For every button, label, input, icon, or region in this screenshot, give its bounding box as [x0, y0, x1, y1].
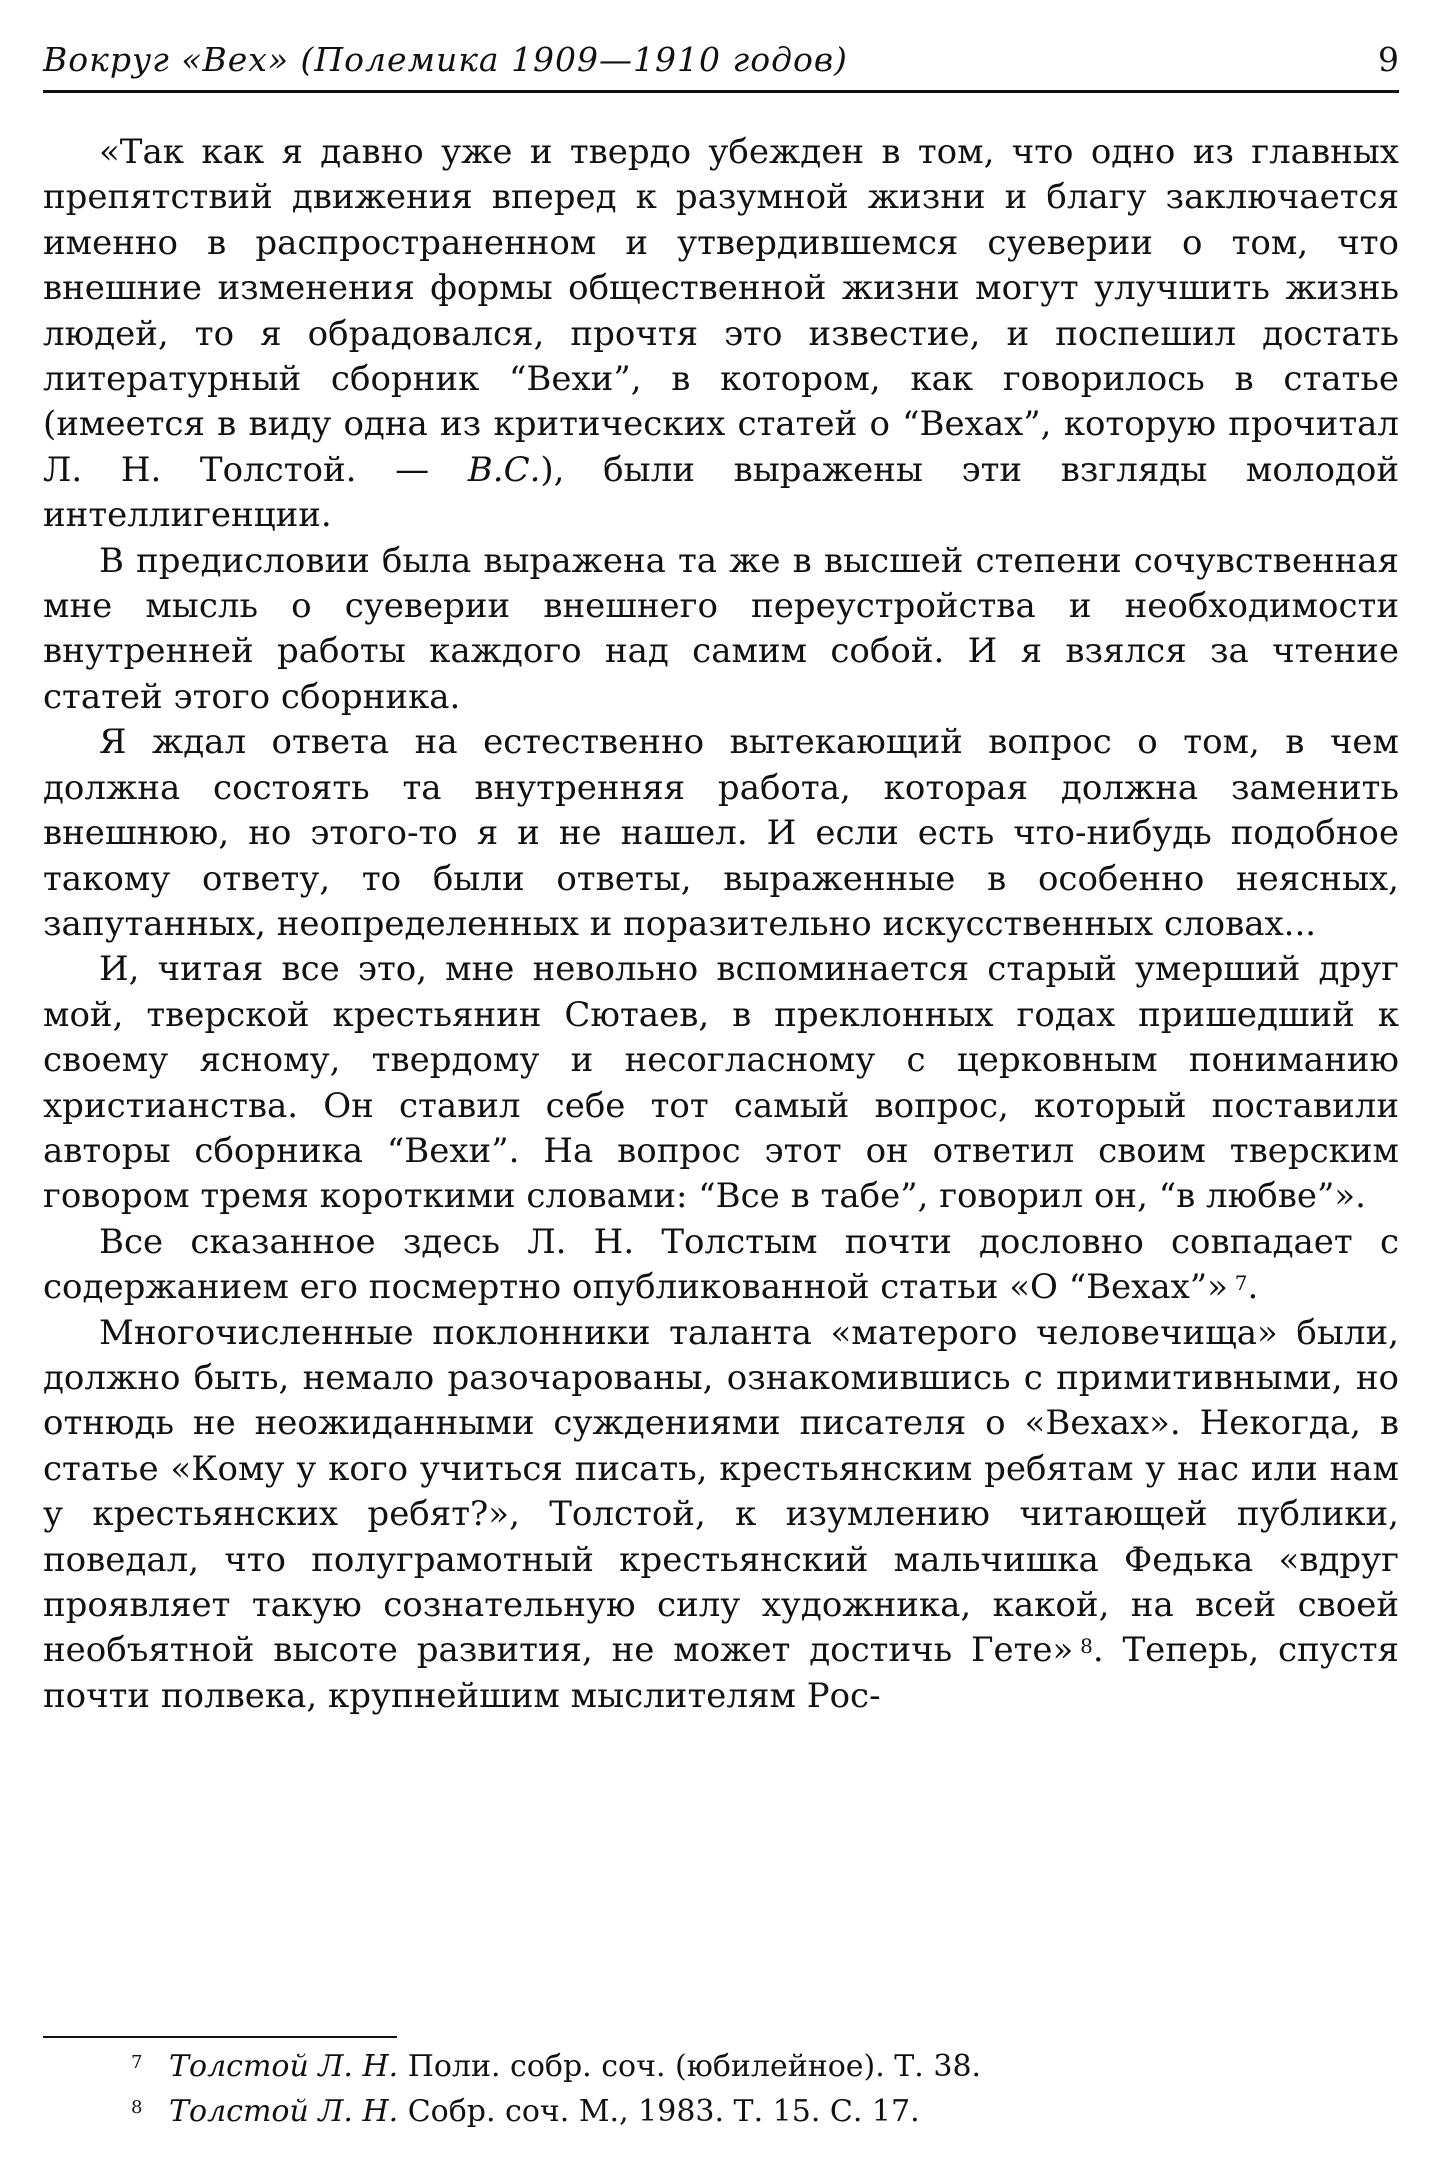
footnotes [43, 2044, 1399, 2134]
footnote-mark: 7 [131, 2052, 143, 2073]
footnote-divider [43, 2036, 397, 2038]
paragraph-3: Я ждал ответа на естественно вытекающий вопрос о том, в чем должна состоять та внутренняя работа, которая должна заменить внешнюю, но этого-то я и не нашел. И если есть что-нибудь подобное такому ответу, то были ответы, выраженные в особенно неясных, запутанных, неопределенных и поразительно искусственных словах... [43, 722, 1399, 944]
page-number: 9 [1378, 40, 1399, 79]
paragraph-6-text: Многочисленные поклонники таланта «матерого человечища» были, должно быть, немало разочарованы, ознакомившись с примитивными, но отнюдь не неожиданными суждениями писателя о «Вехах». Некогда, в статье «Кому у кого учиться писать, крестьянским ребятам у нас или нам у крестьянских ребят?», Толстой, к изумлению читающей публики, поведал, что полуграмотный крестьянский мальчишка Федька «вдруг проявляет такую сознательную силу художника, какой, на всей своей необъятной высоте развития, не может достичь Гете» [43, 1312, 1399, 1671]
footnote-7 [43, 2044, 1399, 2089]
footnote-mark: 8 [131, 2097, 143, 2118]
author-initials: В.С. [467, 449, 541, 490]
footnote-author: Толстой Л. Н. [169, 2094, 399, 2129]
running-title: Вокруг «Вех» (Полемика 1909—1910 годов) [43, 40, 848, 79]
footnote-author: Толстой Л. Н. [169, 2049, 399, 2084]
book-page [43, 36, 1399, 2129]
paragraph-2: В предисловии была выражена та же в высшей степени сочувственная мне мысль о суеверии внешнего переустройства и необходимости внутренней работы каждого над самим собой. И я взялся за чтение статей этого сборника. [43, 540, 1399, 717]
paragraph-4: И, читая все это, мне невольно вспоминается старый умерший друг мой, тверской крестьянин Сютаев, в преклонных годах пришедший к своему ясному, твердому и несогласному с церковным пониманию христианства. Он ставил себе тот самый вопрос, который поставили авторы сборника “Вехи”. На вопрос этот он ответил своим тверским говором тремя короткими словами: “Все в табе”, говорил он, “в любве”». [43, 949, 1399, 1217]
paragraph-6 [43, 1311, 1399, 1720]
footnote-text: Собр. соч. М., 1983. Т. 15. С. 17. [398, 2094, 920, 2129]
paragraph-5 [43, 1220, 1399, 1311]
paragraph-5-end: . [1247, 1267, 1259, 1308]
footnote-8 [43, 2089, 1399, 2134]
footnote-ref-8[interactable]: 8 [1080, 1634, 1093, 1659]
footnote-ref-7[interactable]: 7 [1234, 1271, 1248, 1296]
main-text [43, 130, 1399, 1719]
footnote-text: Поли. собр. соч. (юбилейное). Т. 38. [398, 2049, 982, 2084]
running-header [43, 36, 1399, 93]
paragraph-1-text: «Так как я давно уже и твердо убежден в том, что одно из главных препятствий движения вперед к разумной жизни и благу заключается именно в распространенном и утвердившемся суеверии о том, что внешние изменения формы общественной жизни могут улучшить жизнь людей, то я обрадовался, прочтя это известие, и поспешил достать литературный сборник “Вехи”, в котором, как говорилось в статье (имеется в виду одна из критических статей о “Вехах”, которую прочитал Л. Н. Толстой. — [43, 132, 1399, 490]
paragraph-1-end: ), были выражены эти взгляды молодой интеллигенции. [43, 449, 1399, 536]
paragraph-1 [43, 130, 1399, 539]
paragraph-6-end: . Теперь, спустя почти полвека, крупнейшим мыслителям Рос- [43, 1630, 1399, 1716]
paragraph-5-text: Все сказанное здесь Л. Н. Толстым почти дословно совпадает с содержанием его посмертно опубликованной статьи «О “Вехах”» [43, 1221, 1399, 1308]
